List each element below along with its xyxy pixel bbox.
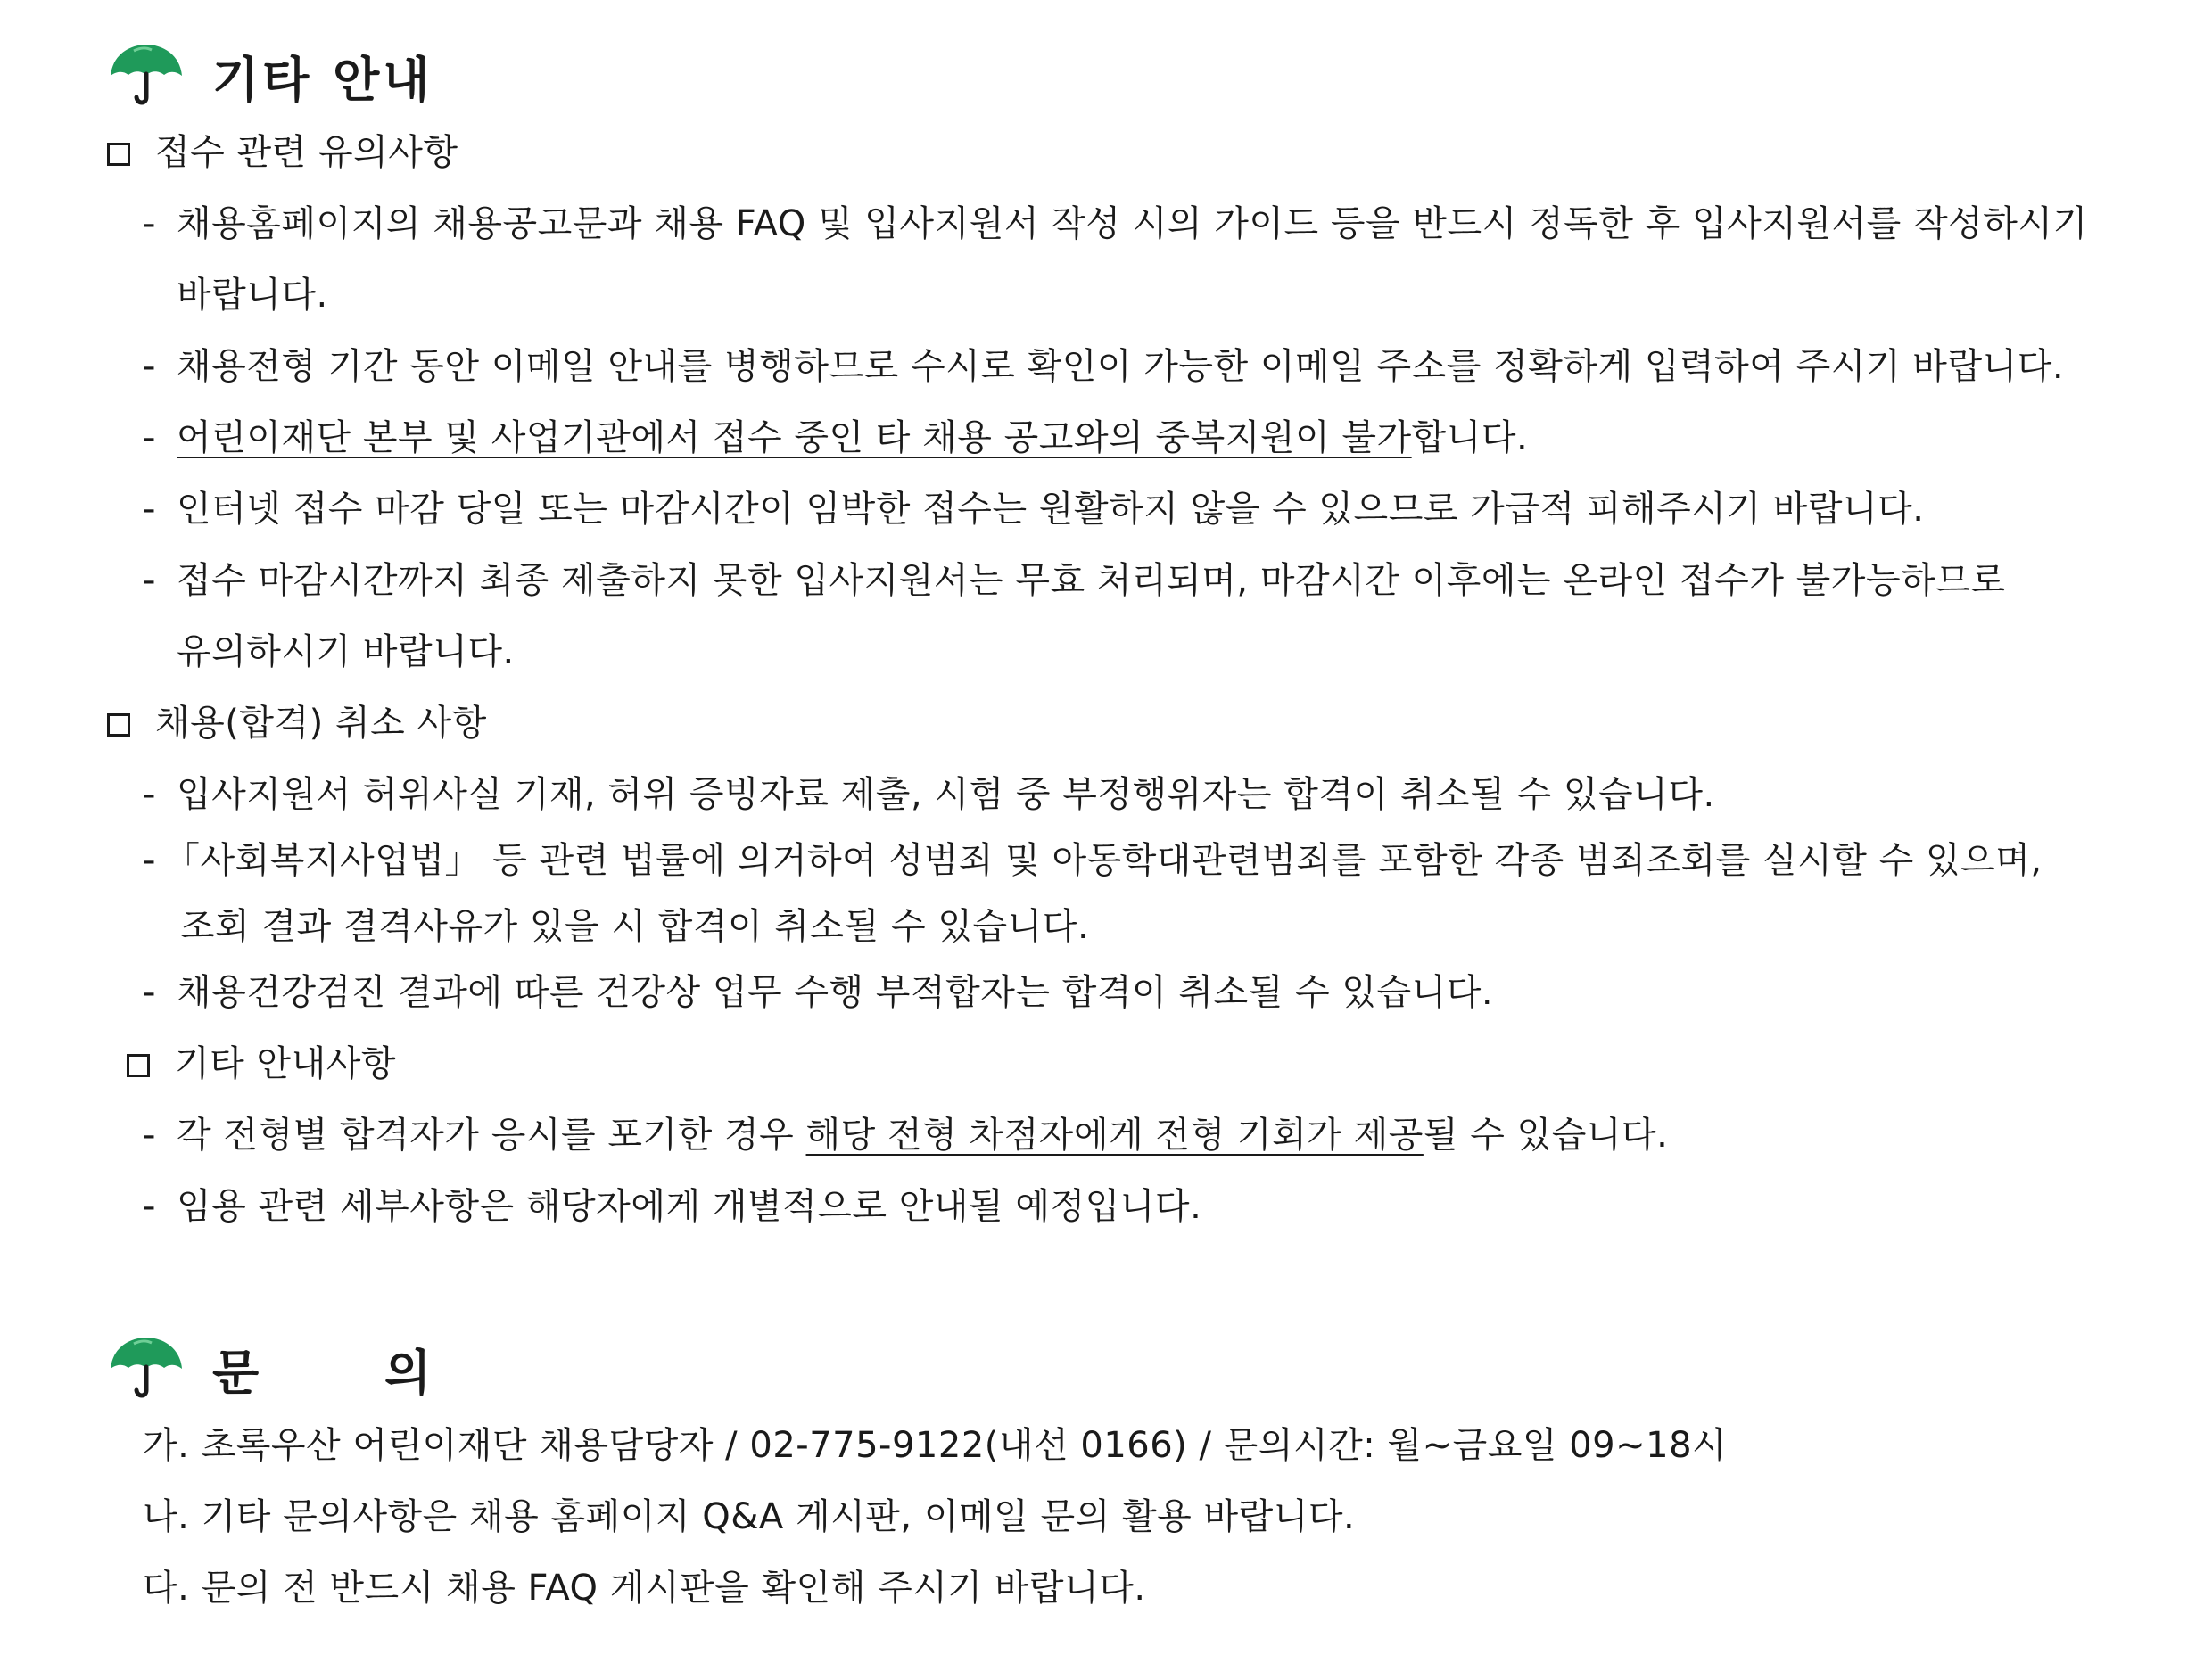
group-heading xyxy=(107,698,487,748)
inquiry-item: 다. 문의 전 반드시 채용 FAQ 게시판을 확인해 주시기 바랍니다. xyxy=(143,1568,1146,1609)
list-item: - 채용전형 기간 동안 이메일 안내를 병행하므로 수시로 확인이 가능한 이메일 주소를 정확하게 입력하여 주시기 바랍니다. xyxy=(143,346,2065,387)
list-item: - 접수 마감시간까지 최종 제출하지 못한 입사지원서는 무효 처리되며, 마감시간 이후에는 온라인 접수가 불가능하므로 xyxy=(143,560,2006,601)
inquiry-item: 나. 기타 문의사항은 채용 홈페이지 Q&A 게시판, 이메일 문의 활용 바랍니다. xyxy=(143,1496,1356,1537)
underlined-text: 해당 전형 차점자에게 전형 기회가 제공 xyxy=(805,1115,1424,1156)
list-item: - 「사회복지사업법」 등 관련 법률에 의거하여 성범죄 및 아동학대관련범죄를 포함한 각종 범죄조회를 실시할 수 있으며, xyxy=(143,840,2043,881)
list-item: - 채용건강검진 결과에 따른 건강상 업무 수행 부적합자는 합격이 취소될 수 있습니다. xyxy=(143,972,1494,1013)
checkbox-square-icon xyxy=(127,1054,150,1077)
list-item-continuation: 바랍니다. xyxy=(177,275,328,316)
checkbox-square-icon xyxy=(107,143,130,166)
group-heading xyxy=(107,128,458,177)
list-item: - 입사지원서 허위사실 기재, 허위 증빙자료 제출, 시험 중 부정행위자는 합격이 취소될 수 있습니다. xyxy=(143,774,1715,815)
group-heading-text: 기타 안내사항 xyxy=(175,1043,397,1084)
group-heading-text: 접수 관련 유의사항 xyxy=(155,132,458,173)
inquiry-item: 가. 초록우산 어린이재단 채용담당자 / 02-775-9122(내선 0166) / 문의시간: 월~금요일 09~18시 xyxy=(143,1425,1728,1466)
list-item: - 임용 관련 세부사항은 해당자에게 개별적으로 안내될 예정입니다. xyxy=(143,1186,1202,1227)
list-item: - 인터넷 접수 마감 당일 또는 마감시간이 임박한 접수는 원활하지 않을 수 있으므로 가급적 피해주시기 바랍니다. xyxy=(143,489,1925,530)
list-item: - 채용홈페이지의 채용공고문과 채용 FAQ 및 입사지원서 작성 시의 가이드 등을 반드시 정독한 후 입사지원서를 작성하시기 xyxy=(143,203,2088,244)
list-item: - 어린이재단 본부 및 사업기관에서 접수 중인 타 채용 공고와의 중복지원이 불가합니다. xyxy=(143,417,1529,458)
umbrella-icon xyxy=(107,1335,186,1403)
section-title-other-info xyxy=(107,27,433,125)
umbrella-icon xyxy=(107,42,186,110)
list-item-continuation: 조회 결과 결격사유가 있을 시 합격이 취소될 수 있습니다. xyxy=(180,906,1090,947)
list-item: - 각 전형별 합격자가 응시를 포기한 경우 해당 전형 차점자에게 전형 기회가 제공될 수 있습니다. xyxy=(143,1115,1669,1156)
group-heading-text: 채용(합격) 취소 사항 xyxy=(155,703,487,744)
list-item-continuation: 유의하시기 바랍니다. xyxy=(177,631,515,672)
section-title-text: 문 의 xyxy=(212,1344,435,1401)
underlined-text: 어린이재단 본부 및 사업기관에서 접수 중인 타 채용 공고와의 중복지원이 불가 xyxy=(177,417,1412,458)
section-title-text: 기타 안내 xyxy=(212,51,433,108)
checkbox-square-icon xyxy=(107,713,130,737)
section-title-inquiry xyxy=(107,1320,434,1418)
group-heading xyxy=(127,1039,396,1089)
